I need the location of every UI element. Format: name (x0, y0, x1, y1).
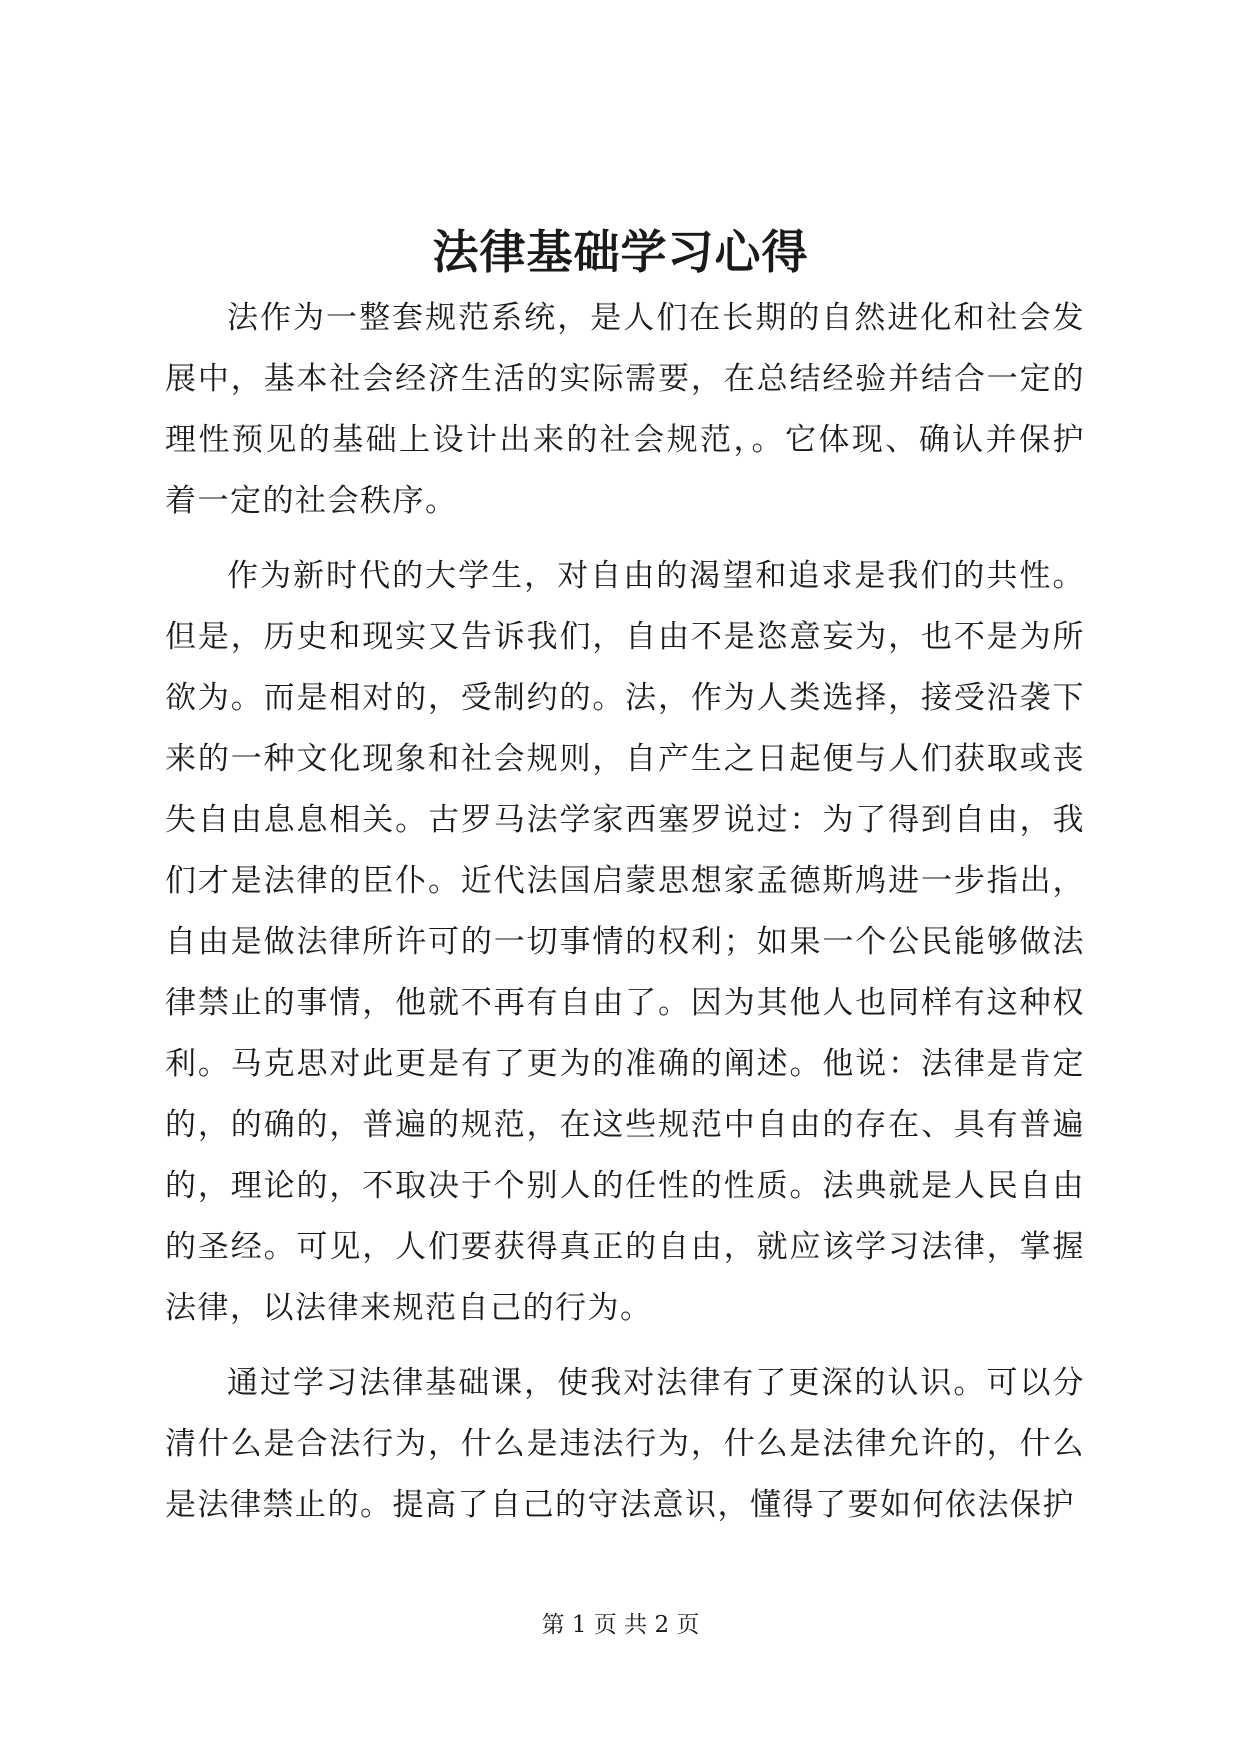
page-footer: 第 1 页 共 2 页 (541, 1612, 700, 1638)
paragraph: 作为新时代的大学生，对自由的渴望和追求是我们的共性。但是，历史和现实又告诉我们，自由不是恣意妄为，也不是为所欲为。而是相对的，受制约的。法，作为人类选择，接受沿袭下来的一种文化现象和社会规则，自产生之日起便与人们获取或丧失自由息息相关。古罗马法学家西塞罗说过：为了得到自由，我们才是法律的臣仆。近代法国启蒙思想家孟德斯鸠进一步指出，自由是做法律所许可的一切事情的权利；如果一个公民能够做法律禁止的事情，他就不再有自由了。因为其他人也同样有这种权利。马克思对此更是有了更为的准确的阐述。他说：法律是肯定的，的确的，普遍的规范，在这些规范中自由的存在、具有普遍的，理论的，不取决于个别人的任性的性质。法典就是人民自由的圣经。可见，人们要获得真正的自由，就应该学习法律，掌握法律，以法律来规范自己的行为。 (165, 558, 1085, 1326)
document-body (165, 288, 1085, 1550)
paragraph: 法作为一整套规范系统，是人们在长期的自然进化和社会发展中，基本社会经济生活的实际需要，在总结经验并结合一定的理性预见的基础上设计出来的社会规范，。它体现、确认并保护着一定的社会秩序。 (165, 300, 1085, 519)
document-title: 法律基础学习心得 (432, 225, 809, 279)
paragraph: 通过学习法律基础课，使我对法律有了更深的认识。可以分清什么是合法行为，什么是违法行为，什么是法律允许的，什么是法律禁止的。提高了自己的守法意识，懂得了要如何依法保护 (165, 1365, 1085, 1523)
